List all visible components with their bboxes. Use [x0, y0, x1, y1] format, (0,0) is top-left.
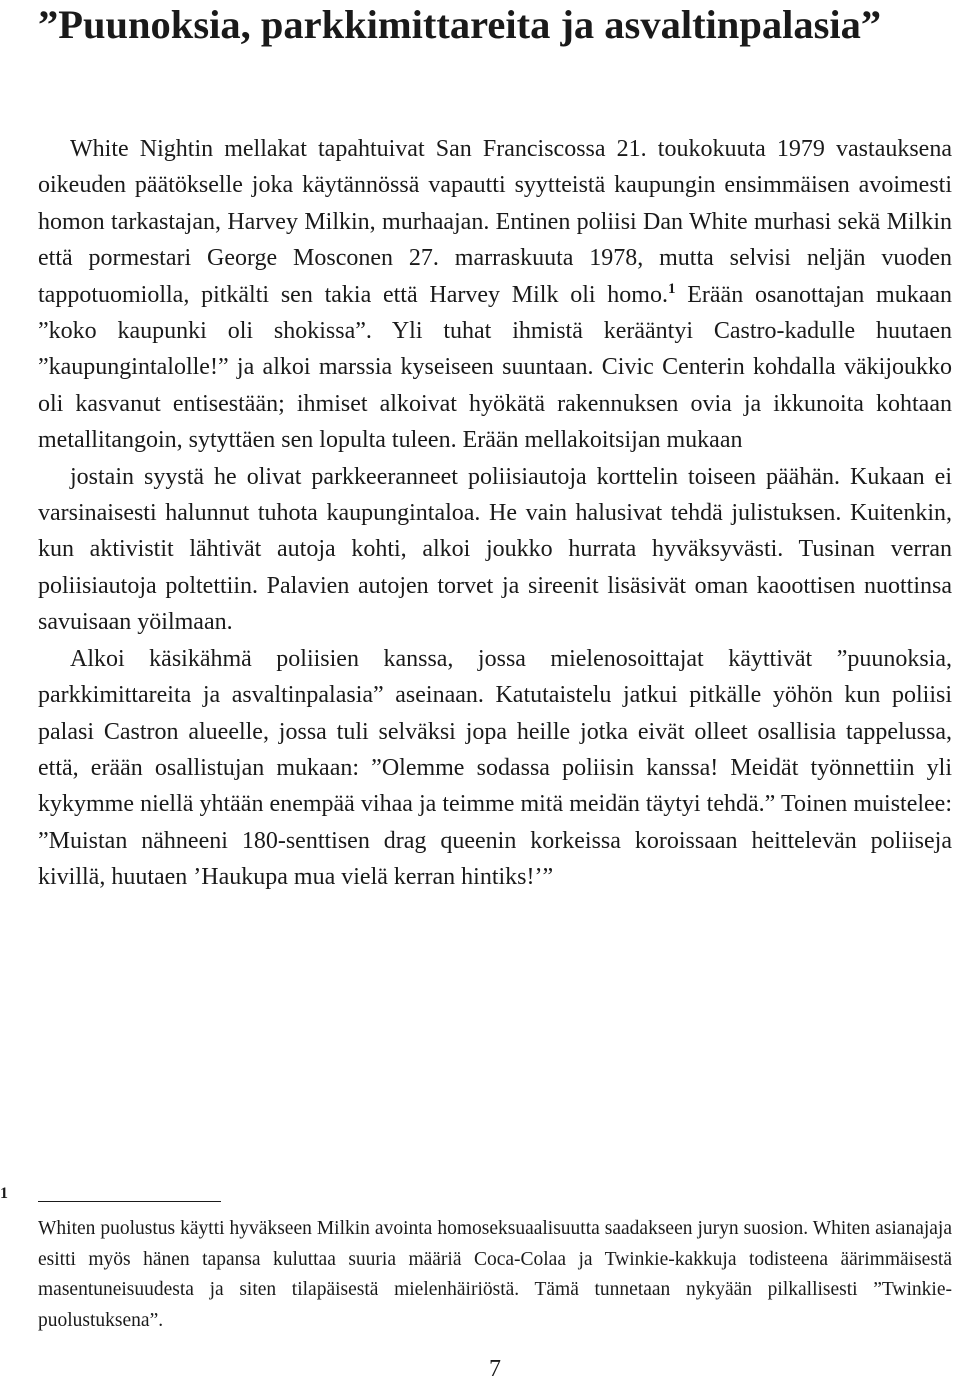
paragraph-1 — [38, 131, 952, 459]
body-text — [38, 131, 952, 896]
footnote-reference[interactable]: 1 — [667, 280, 676, 297]
chapter-title: ”Puunoksia, parkkimittareita ja asvaltinpalasia” — [38, 2, 882, 47]
paragraph-1-text: White Nightin mellakat tapahtuivat San Franciscossa 21. toukokuuta 1979 vastauksena oikeuden päätökselle joka käytännössä vapautti syytteistä kaupungin ensimmäisen avoimesti homon tarkastajan, Harvey Milkin, murhaajan. Entinen poliisi Dan White murhasi sekä Milkin että pormestari George Mosconen 27. marraskuuta 1978, mutta selvisi neljän vuoden tappotuomiolla, pitkälti sen takia että Harvey Milk oli homo. — [38, 136, 952, 308]
footnote-text: Whiten puolustus käytti hyväkseen Milkin avointa homoseksuaalisuutta saadakseen juryn suosion. Whiten asianajaja esitti myös hänen tapansa kuluttaa suuria määriä Coca-Colaa ja Twinkie-kakkuja todisteena äärimmäisestä masentuneisuudesta ja siten tilapäisestä mielenhäiriöstä. Tämä tunnetaan nykyään pilkallisesti ”Twinkie-puolustuksena”. — [38, 1218, 952, 1331]
footnote-marker: 1 — [0, 1185, 8, 1202]
paragraph-2: Alkoi käsikähmä poliisien kanssa, jossa mielenosoittajat käyttivät ”puunoksia, parkkimittareita ja asvaltinpalasia” aseinaan. Katutaistelu jatkui pitkälle yöhön kun poliisi palasi Castron alueelle, jossa tuli selväksi jopa heille jotka eivät olleet osallisia tappelussa, että, erään osallistujan mukaan: ”Olemme sodassa poliisin kanssa! Meidät työnnettiin yli kykymme niellä yhtään enempää vihaa ja teimme mitä meidän täytyi tehdä.” Toinen muistelee: ”Muistan nähneeni 180-senttisen drag queenin korkeissa koroissaan heittelevän poliiseja kivillä, huutaen ’Haukupa mua vielä kerran hintiks!’” — [38, 645, 952, 891]
page-content — [38, 0, 952, 896]
paragraph-1-continuation: Erään osanottajan mukaan ”koko kaupunki oli shokissa”. Yli tuhat ihmistä kerääntyi Castro-kadulle huutaen ”kaupungintalolle!” ja alkoi marssia kyseiseen suuntaan. Civic Centerin kohdalla väkijoukko oli kasvanut entisestään; ihmiset alkoivat hyökätä rakennuksen ovia ja ikkunoita kohtaan metallitangoin, sytyttäen sen lopulta tuleen. Erään mellakoitsijan mukaan — [38, 281, 952, 454]
block-quote: jostain syystä he olivat parkkeeranneet poliisiautoja korttelin toiseen päähän. Kukaan ei varsinaisesti halunnut tuhota kaupungintaloa. He vain halusivat tehdä julistuksen. Kuitenkin, kun aktivistit lähtivät autoja kohti, alkoi joukko hurrata hyväksyvästi. Tusinan verran poliisiautoja poltettiin. Palavien autojen torvet ja sireenit lisäsivät oman kaoottisen nuottinsa savuisaan yöilmaan. — [38, 463, 952, 636]
footnote-divider — [38, 1201, 221, 1202]
page-number: 7 — [489, 1356, 501, 1382]
